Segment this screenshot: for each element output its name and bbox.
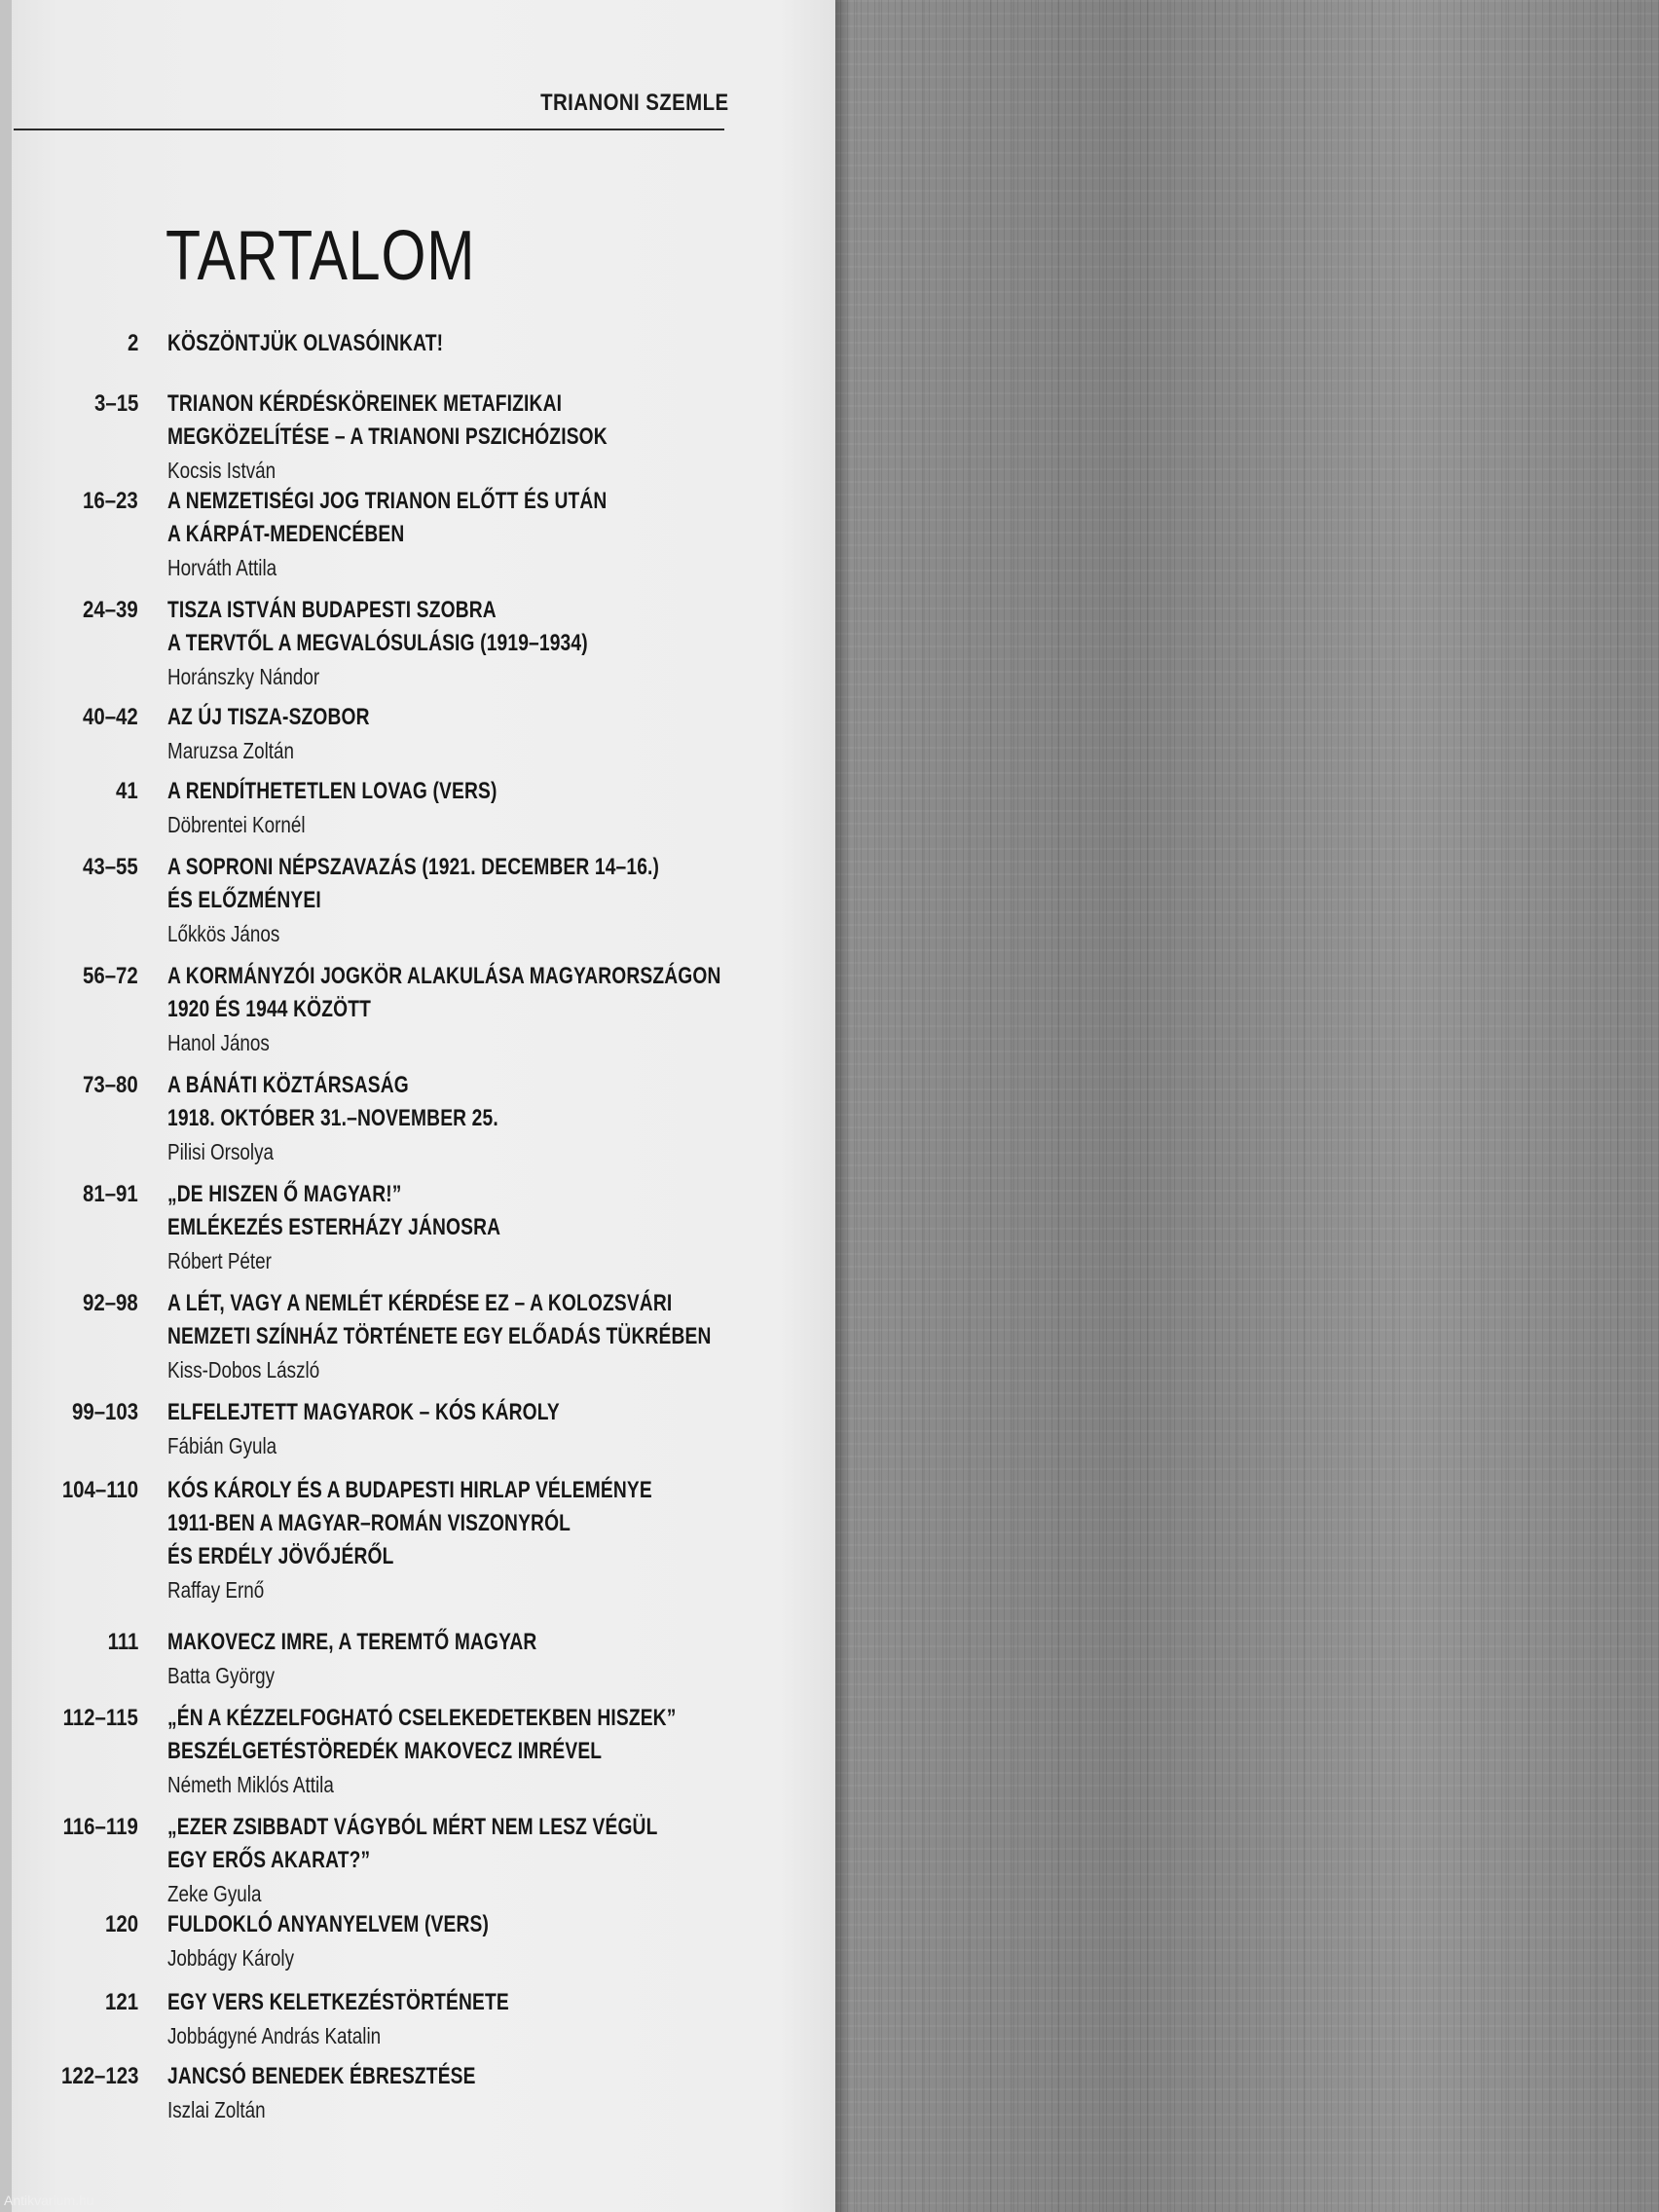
toc-entry-body [167, 485, 868, 584]
toc-entry-title-line: „ÉN A KÉZZELFOGHATÓ CSELEKEDETEKBEN HISZEK” [167, 1705, 677, 1731]
toc-entry-title-line: EGY ERŐS AKARAT?” [167, 1847, 371, 1873]
watermark: Antikvarium.hu [4, 2193, 94, 2208]
toc-entry-title-line: A SOPRONI NÉPSZAVAZÁS (1921. DECEMBER 14–16.) [167, 854, 660, 880]
toc-entry-title-line: ÉS ELŐZMÉNYEI [167, 887, 321, 913]
toc-page-range [0, 1626, 138, 1659]
toc-entry-author: Iszlai Zoltán [167, 2097, 266, 2122]
toc-entry-body [167, 1069, 868, 1168]
toc-page-range-text: 41 [116, 778, 138, 804]
toc-page-range [0, 1287, 138, 1320]
toc-page-range [0, 1702, 138, 1735]
toc-page-range [0, 387, 138, 421]
toc-entry-body [167, 1626, 868, 1692]
toc-page-range-text: 121 [104, 1989, 138, 2015]
toc-entry-author: Németh Miklós Attila [167, 1772, 334, 1797]
toc-entry-author: Kocsis István [167, 458, 276, 483]
toc-entry-title-line: 1918. OKTÓBER 31.–NOVEMBER 25. [167, 1105, 498, 1131]
toc-entry-author: Lőkkös János [167, 921, 280, 946]
toc-page-range-text: 3–15 [93, 390, 138, 417]
toc-entry-body [167, 1396, 868, 1462]
toc-entry-title-line: A LÉT, VAGY A NEMLÉT KÉRDÉSE EZ – A KOLOZSVÁRI [167, 1290, 673, 1316]
toc-page-range-text: 104–110 [61, 1477, 138, 1503]
toc-entry-title-line: A BÁNÁTI KÖZTÁRSASÁG [167, 1072, 409, 1098]
toc-entry-body [167, 327, 868, 360]
toc-entry-body [167, 1908, 868, 1974]
toc-entry-body [167, 1287, 868, 1386]
toc-entry-title-line: EGY VERS KELETKEZÉSTÖRTÉNETE [167, 1989, 509, 2015]
toc-entry-title-line: MAKOVECZ IMRE, A TEREMTŐ MAGYAR [167, 1629, 537, 1655]
toc-page-range [0, 485, 138, 518]
toc-entry-author: Róbert Péter [167, 1248, 272, 1273]
toc-page-range-text: 56–72 [83, 963, 138, 989]
toc-page-range [0, 2060, 138, 2093]
toc-page-range-text: 92–98 [83, 1290, 138, 1316]
toc-entry-body [167, 1702, 868, 1801]
toc-page-range-text: 43–55 [83, 854, 138, 880]
toc-entry-body [167, 1986, 868, 2052]
toc-entry-body [167, 1811, 868, 1910]
toc-entry-author: Horánszky Nándor [167, 664, 320, 689]
header-rule [14, 129, 724, 130]
toc-entry-author: Pilisi Orsolya [167, 1139, 274, 1164]
toc-entry-title-line: KÖSZÖNTJÜK OLVASÓINKAT! [167, 330, 444, 356]
toc-page-range-text: 40–42 [83, 704, 138, 730]
toc-entry-author: Horváth Attila [167, 555, 277, 580]
toc-entry-author: Maruzsa Zoltán [167, 738, 294, 763]
grey-board-background [833, 0, 1659, 2212]
toc-entry-title-line: ÉS ERDÉLY JÖVŐJÉRŐL [167, 1543, 394, 1569]
toc-entry-author: Raffay Ernő [167, 1577, 265, 1603]
toc-entry-author: Fábián Gyula [167, 1433, 277, 1458]
toc-page-range [0, 327, 138, 360]
toc-entry-title-line: TRIANON KÉRDÉSKÖREINEK METAFIZIKAI [167, 390, 563, 417]
toc-entry-title-line: NEMZETI SZÍNHÁZ TÖRTÉNETE EGY ELŐADÁS TÜKRÉBEN [167, 1323, 712, 1349]
toc-page-range-text: 111 [107, 1629, 138, 1655]
toc-entry-body [167, 851, 868, 950]
toc-entry-body [167, 2060, 868, 2126]
toc-page-range-text: 81–91 [83, 1181, 138, 1207]
toc-entry-title-line: TISZA ISTVÁN BUDAPESTI SZOBRA [167, 597, 497, 623]
toc-entry-author: Jobbágy Károly [167, 1945, 295, 1971]
toc-entry-title-line: FULDOKLÓ ANYANYELVEM (VERS) [167, 1911, 490, 1937]
toc-entry-title-line: „DE HISZEN Ő MAGYAR!” [167, 1181, 402, 1207]
toc-page-range [0, 960, 138, 993]
toc-entry-title-line: A TERVTŐL A MEGVALÓSULÁSIG (1919–1934) [167, 630, 588, 656]
toc-entry-title-line: A RENDÍTHETETLEN LOVAG (VERS) [167, 778, 498, 804]
toc-entry-title-line: 1920 ÉS 1944 KÖZÖTT [167, 996, 371, 1022]
toc-page-range [0, 594, 138, 627]
toc-entry-author: Zeke Gyula [167, 1881, 262, 1906]
toc-entry-author: Hanol János [167, 1030, 270, 1055]
toc-page-range-text: 99–103 [71, 1399, 138, 1425]
toc-page-range-text: 73–80 [83, 1072, 138, 1098]
toc-entry-author: Jobbágyné András Katalin [167, 2023, 382, 2048]
toc-entry-body [167, 775, 868, 841]
toc-entry-title-line: AZ ÚJ TISZA-SZOBOR [167, 704, 370, 730]
toc-page-range-text: 122–123 [60, 2063, 138, 2089]
toc-page-range-text: 116–119 [62, 1814, 138, 1840]
toc-page-range-text: 120 [104, 1911, 138, 1937]
toc-page-range [0, 1396, 138, 1429]
toc-entry-body [167, 960, 868, 1059]
toc-page-range [0, 1178, 138, 1211]
toc-page-range-text: 2 [127, 330, 138, 356]
toc-entry-title-line: A KORMÁNYZÓI JOGKÖR ALAKULÁSA MAGYARORSZÁGON [167, 963, 721, 989]
toc-page-range-text: 112–115 [62, 1705, 138, 1731]
toc-entry-body [167, 1178, 868, 1277]
toc-page-range [0, 775, 138, 808]
toc-entry-title-line: 1911-BEN A MAGYAR–ROMÁN VISZONYRÓL [167, 1510, 571, 1536]
toc-entry-author: Kiss-Dobos László [167, 1357, 320, 1382]
toc-page-range [0, 1474, 138, 1507]
toc-heading: TARTALOM [166, 217, 476, 295]
toc-entry-title-line: A NEMZETISÉGI JOG TRIANON ELŐTT ÉS UTÁN [167, 488, 608, 514]
toc-page-range [0, 1811, 138, 1844]
toc-entry-title-line: „EZER ZSIBBADT VÁGYBÓL MÉRT NEM LESZ VÉGÜL [167, 1814, 658, 1840]
toc-entry-body [167, 1474, 868, 1606]
toc-page-range [0, 701, 138, 734]
toc-page-range [0, 1986, 138, 2019]
toc-entry-body [167, 387, 868, 487]
toc-entry-body [167, 594, 868, 693]
toc-page-range [0, 851, 138, 884]
toc-entry-author: Batta György [167, 1663, 276, 1688]
toc-entry-title-line: ELFELEJTETT MAGYAROK – KÓS KÁROLY [167, 1399, 560, 1425]
toc-entry-title-line: EMLÉKEZÉS ESTERHÁZY JÁNOSRA [167, 1214, 501, 1240]
toc-entry-title-line: JANCSÓ BENEDEK ÉBRESZTÉSE [167, 2063, 476, 2089]
toc-page-range-text: 24–39 [83, 597, 138, 623]
toc-entry-title-line: KÓS KÁROLY ÉS A BUDAPESTI HIRLAP VÉLEMÉNYE [167, 1477, 652, 1503]
toc-page-range [0, 1908, 138, 1941]
toc-entry-title-line: MEGKÖZELÍTÉSE – A TRIANONI PSZICHÓZISOK [167, 424, 608, 450]
toc-page-range-text: 16–23 [83, 488, 138, 514]
toc-entry-body [167, 701, 868, 767]
toc-entry-title-line: BESZÉLGETÉSTÖREDÉK MAKOVECZ IMRÉVEL [167, 1738, 603, 1764]
journal-title: TRIANONI SZEMLE [539, 90, 728, 116]
toc-entry-author: Döbrentei Kornél [167, 812, 306, 837]
toc-page-range [0, 1069, 138, 1102]
toc-entry-title-line: A KÁRPÁT-MEDENCÉBEN [167, 521, 405, 547]
